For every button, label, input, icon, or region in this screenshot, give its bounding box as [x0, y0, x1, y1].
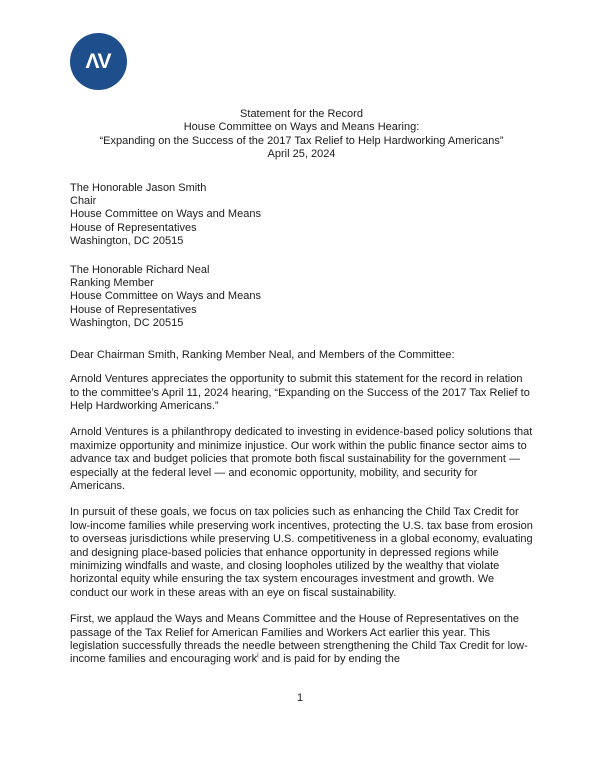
- header-line-date: April 25, 2024: [267, 148, 336, 161]
- header-line-hearing-title: “Expanding on the Success of the 2017 Tax Relief to Help Hardworking Americans”: [99, 134, 504, 147]
- recipient-chamber: House of Representatives: [70, 303, 197, 316]
- arnold-ventures-monogram-icon: ΛV: [85, 50, 110, 73]
- closing-paragraph-text: First, we applaud the Ways and Means Committee and the House of Representatives on the passage of the Tax Relief for American Families and Workers Act earlier this year. This legislation successfully threads the needle between strengthening the Child Tax Credit for low-income families and encouraging work: [70, 613, 528, 666]
- recipient-committee: House Committee on Ways and Means: [70, 290, 261, 303]
- recipient-name: The Honorable Jason Smith: [70, 181, 207, 194]
- recipient-city: Washington, DC 20515: [70, 317, 184, 330]
- recipient-chamber: House of Representatives: [70, 221, 197, 234]
- footnote-marker: i: [257, 652, 259, 660]
- recipient-city: Washington, DC 20515: [70, 235, 184, 248]
- arnold-ventures-logo: [70, 33, 127, 90]
- recipient-committee: House Committee on Ways and Means: [70, 208, 261, 221]
- body-paragraph-about: Arnold Ventures is a philanthropy dedicated to investing in evidence-based policy solutions that maximize opportunity and minimize injustice. Our work within the public finance sector aims to advance tax and budget policies that promote both fiscal sustainability for the government — especially at the federal level — and economic opportunity, mobility, and security for Americans.: [70, 426, 533, 492]
- recipient-name: The Honorable Richard Neal: [70, 263, 210, 276]
- recipient-title: Ranking Member: [70, 277, 154, 290]
- page-number: 1: [296, 692, 304, 704]
- recipient-title: Chair: [70, 195, 97, 208]
- header-line-committee: House Committee on Ways and Means Hearing:: [183, 121, 420, 134]
- letter-header: [70, 108, 533, 162]
- recipient-block-jason-smith: [70, 182, 533, 249]
- closing-paragraph-text-after: and is paid for by ending the: [258, 653, 400, 666]
- recipient-block-richard-neal: [70, 264, 533, 331]
- body-paragraph-closing: [70, 613, 533, 667]
- body-paragraph-goals: In pursuit of these goals, we focus on tax policies such as enhancing the Child Tax Credit for low-income families while preserving work incentives, protecting the U.S. tax base from erosion to overseas jurisdictions while preserving U.S. competitiveness in a global economy, evaluating and designing place-based policies that enhance opportunity in depressed regions while minimizing windfalls and waste, and closing loopholes utilized by the wealthy that violate horizontal equity while ensuring the tax system encourages investment and growth. We conduct our work in these areas with an eye on fiscal sustainability.: [70, 506, 533, 599]
- salutation: Dear Chairman Smith, Ranking Member Neal, and Members of the Committee:: [70, 348, 455, 361]
- body-paragraph-opening: Arnold Ventures appreciates the opportunity to submit this statement for the record in relation to the committee’s April 11, 2024 hearing, “Expanding on the Success of the 2017 Tax Relief to Help Hardworking Americans.”: [70, 373, 530, 412]
- header-line-statement: Statement for the Record: [240, 108, 363, 120]
